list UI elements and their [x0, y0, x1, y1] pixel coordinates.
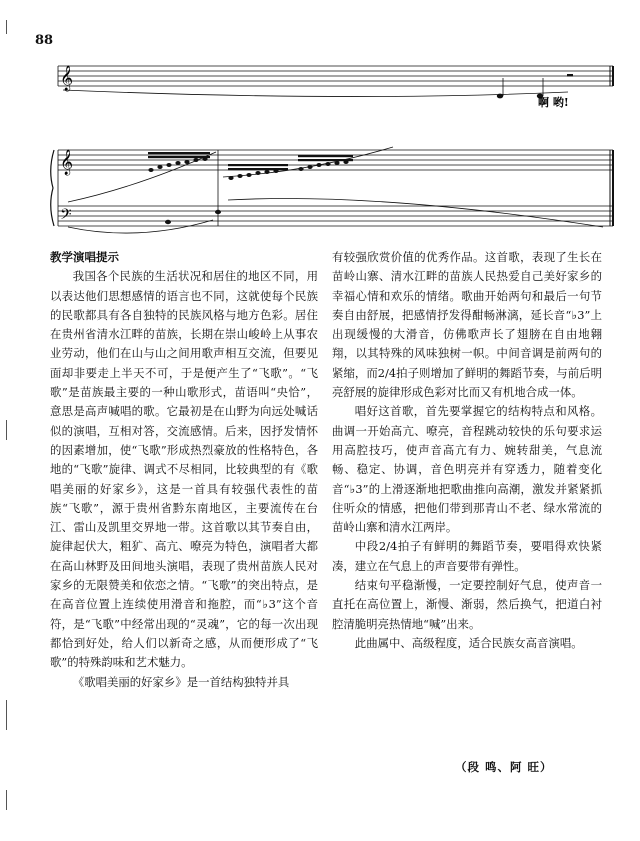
scan-edge-mark: [6, 790, 7, 810]
bass-clef-icon: 𝄢: [60, 206, 72, 227]
treble-clef-icon: 𝄞: [60, 66, 74, 91]
paragraph: 我国各个民族的生活状况和居住的地区不同，用以表达他们思想感情的语言也不同，这就使每个民族的民歌都具有各自独特的民族风格与地方色彩。居住在贵州省清水江畔的苗族，长期在崇山峻岭上从事农业劳动，他们在山与山之间用歌声相互交流，但要见面却非要走上半天不可，于是便产生了“飞歌”。“飞歌”是苗族最主要的一种山歌形式，苗语叫“央恰”，意思是高声喊唱的歌。它最初是在山野为向远处喊话似的演唱，互相对答，交流感情。后来，因抒发情怀的因素增加，使“飞歌”形成热烈豪放的性格特色，各地的“飞歌”旋律、调式不尽相同，比较典型的有《歌唱美丽的好家乡》，这是一首具有较强代表性的苗族“飞歌”，源于贵州省黔东南地区，主要流传在台江、雷山及凯里交界地一带。这首歌以其节奏自由，旋律起伏大，粗犷、高亢、嘹亮为特色，演唱者大都在高山林野及田间地头演唱，表现了贵州苗族人民对家乡的无限赞美和依恋之情。“飞歌”的突出特点，是在高音位置上连续使用滑音和拖腔，而“♭3”这个音符，是“飞歌”中经常出现的“灵魂”，它的每一次出现都恰到好处，给人们以新奇之感，从而便形成了“飞歌”的特殊韵味和艺术魅力。: [50, 269, 318, 670]
paragraph: 唱好这首歌，首先要掌握它的结构特点和风格。曲调一开始高亢、嘹亮，音程跳动较快的乐句要求运用高腔技巧，使声音高亢有力、婉转甜美，气息流畅、稳定、协调，音色明亮并有穿透力，随着变化音“♭3”的上滑逐渐地把歌曲推向高潮，激发并紧紧抓住听众的情感，把他们带到那青山不老、绿水常流的苗岭山寨和清水江两岸。: [332, 404, 602, 535]
paragraph: 中段2/4拍子有鲜明的舞蹈节奏，要唱得欢快紧凑，建立在气息上的声音要带有弹性。: [332, 539, 602, 573]
scan-edge-mark: [6, 20, 7, 34]
page-number: 88: [35, 33, 54, 48]
piano-bass-staff: [58, 206, 613, 226]
score-lyric: 啊 哟!: [538, 96, 569, 109]
scan-edge-mark: [6, 420, 7, 440]
author-credit: （段 鸣、阿 旺）: [455, 760, 553, 774]
section-title: 教学演唱提示: [50, 250, 119, 264]
paragraph: 《歌唱美丽的好家乡》是一首结构独特并具: [72, 674, 290, 689]
right-column: [332, 248, 602, 653]
music-score: [48, 52, 616, 242]
piano-runs: [148, 152, 353, 224]
scan-edge-mark: [6, 700, 7, 730]
treble-clef-icon: 𝄞: [60, 150, 74, 175]
voice-staff: [58, 66, 613, 86]
left-column: [50, 248, 318, 692]
paragraph: 结束句平稳渐慢，一定要控制好气息，使声音一直托在高位置上，渐慢、渐弱，然后换气，把道白衬腔清脆明亮热情地“喊”出来。: [332, 578, 602, 631]
paragraph: 有较强欣赏价值的优秀作品。这首歌，表现了生长在苗岭山寨、清水江畔的苗族人民热爱自己美好家乡的幸福心情和欢乐的情绪。歌曲开始两句和最后一句节奏自由舒展，把感情抒发得酣畅淋漓，延长音“♭3”上出现缓慢的大滑音，仿佛歌声长了翅膀在自由地翱翔，以其特殊的风味独树一帜。中间音调是前两句的紧缩，而2/4拍子则增加了鲜明的舞蹈节奏，与前后明亮舒展的旋律形成色彩对比而又有机地合成一体。: [332, 250, 602, 400]
paragraph: 此曲属中、高级程度，适合民族女高音演唱。: [354, 635, 583, 650]
